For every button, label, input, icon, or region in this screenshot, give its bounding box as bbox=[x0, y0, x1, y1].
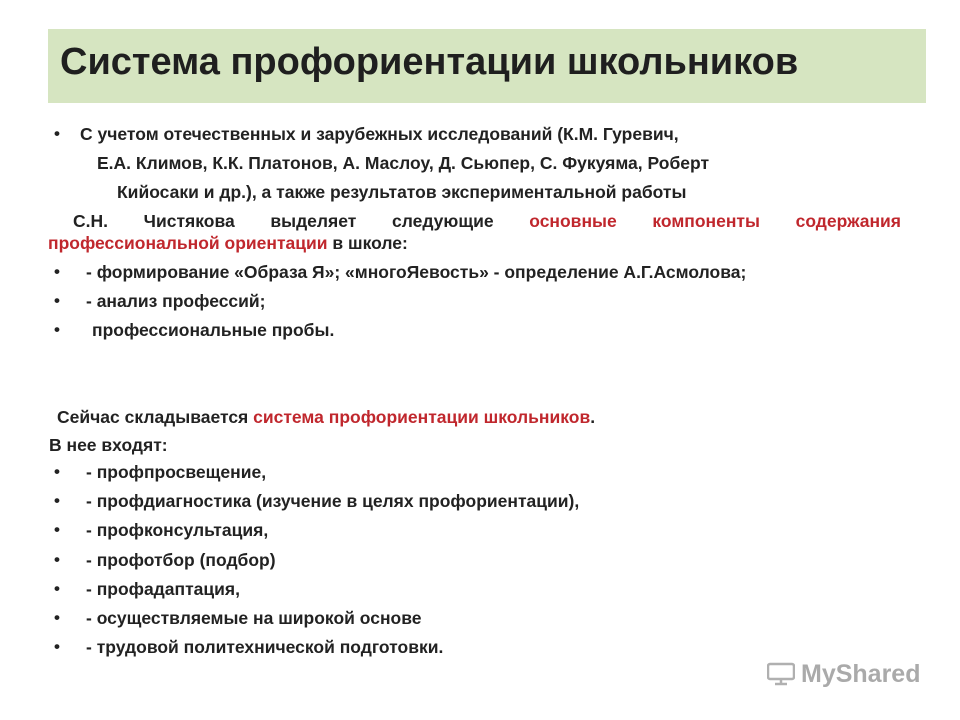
watermark-logo bbox=[767, 659, 920, 689]
intro-line-5 bbox=[48, 233, 408, 254]
system-suffix: . bbox=[590, 407, 596, 427]
system-sentence bbox=[57, 407, 595, 428]
intro-line-1: С учетом отечественных и зарубежных исследований (К.М. Гуревич, bbox=[80, 124, 679, 144]
watermark-text: MyShared bbox=[801, 659, 921, 688]
bullet: • bbox=[54, 520, 60, 539]
intro-line-5-rest: в школе: bbox=[327, 233, 408, 253]
system-prefix: Сейчас складывается bbox=[57, 407, 254, 427]
bullet-intro: • bbox=[54, 124, 60, 143]
system-item: - профконсультация, bbox=[86, 520, 269, 540]
system-item: - профпросвещение, bbox=[86, 462, 267, 482]
intro-line-2: Е.А. Климов, К.К. Платонов, А. Маслоу, Д. Сьюпер, С. Фукуяма, Роберт bbox=[97, 153, 710, 173]
bullet: • bbox=[54, 462, 60, 481]
bullet: • bbox=[54, 550, 60, 569]
intro-line-4-word: С.Н. bbox=[73, 211, 108, 231]
presentation-icon bbox=[767, 662, 795, 686]
component-item: - анализ профессий; bbox=[86, 291, 266, 311]
slide-title: Система профориентации школьников bbox=[60, 41, 799, 83]
bullet: • bbox=[54, 320, 60, 339]
bullet: • bbox=[54, 291, 60, 310]
intro-line-4-word: основные bbox=[529, 211, 617, 231]
system-item: - трудовой политехнической подготовки. bbox=[86, 637, 444, 657]
bullet: • bbox=[54, 579, 60, 598]
includes-label: В нее входят: bbox=[49, 435, 168, 455]
system-item: - профадаптация, bbox=[86, 579, 240, 599]
intro-line-4-word: следующие bbox=[391, 211, 494, 231]
system-item: - осуществляемые на широкой основе bbox=[86, 608, 422, 628]
bullet: • bbox=[54, 637, 60, 656]
intro-line-3: Кийосаки и др.), а также результатов экспериментальной работы bbox=[117, 182, 687, 202]
bullet: • bbox=[54, 262, 60, 281]
component-item: профессиональные пробы. bbox=[92, 320, 335, 340]
system-item: - профотбор (подбор) bbox=[86, 550, 276, 570]
highlight-system: система профориентации школьников bbox=[253, 407, 591, 427]
highlight-prof-orientation: профессиональной ориентации bbox=[48, 233, 328, 253]
intro-line-4-word: содержания bbox=[795, 211, 901, 231]
component-item: - формирование «Образа Я»; «многоЯевость» - определение А.Г.Асмолова; bbox=[86, 262, 747, 282]
bullet: • bbox=[54, 491, 60, 510]
intro-line-4-word: выделяет bbox=[270, 211, 357, 231]
system-item: - профдиагностика (изучение в целях профориентации), bbox=[86, 491, 580, 511]
intro-line-4-word: Чистякова bbox=[143, 211, 235, 231]
intro-line-4-word: компоненты bbox=[652, 211, 760, 231]
intro-line-4 bbox=[73, 211, 901, 232]
bullet: • bbox=[54, 608, 60, 627]
